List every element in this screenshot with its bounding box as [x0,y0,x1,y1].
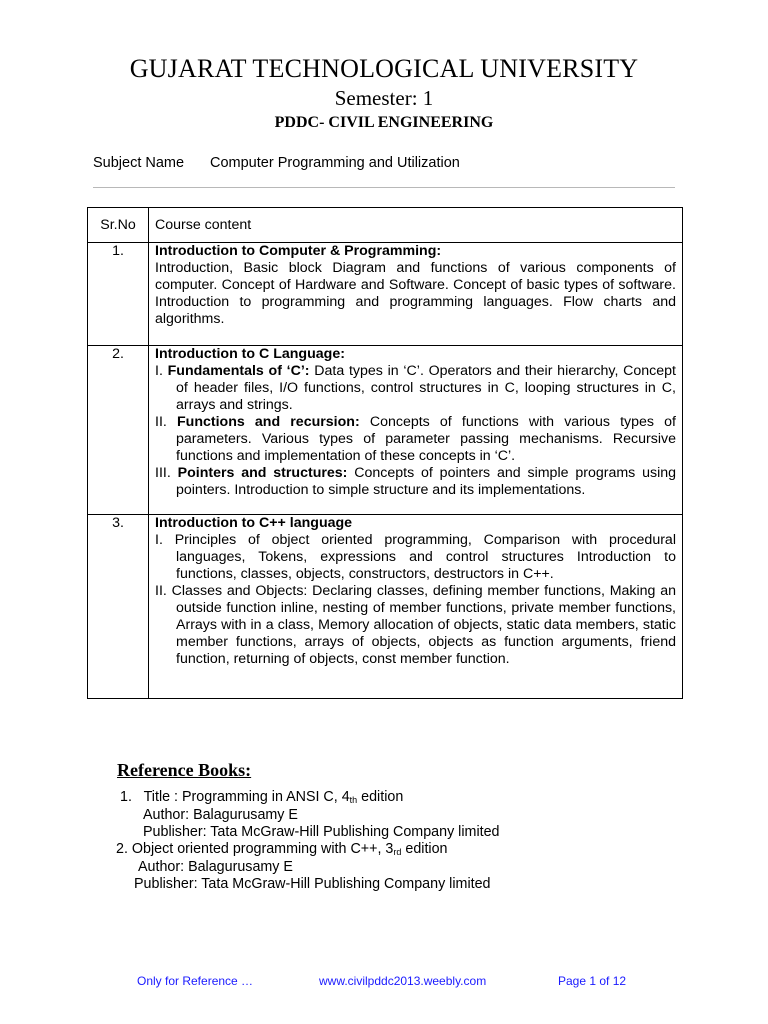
superscript: th [349,795,358,805]
topic-text: Principles of object oriented programming, Comparison with procedural languages, Tokens, expressions and control structures Introduction to functions, classes, objects, constructors, destructors in C++. [174,532,676,582]
topic-number: I. [155,532,163,548]
footer-website-link[interactable]: www.civilpddc2013.weebly.com [319,974,487,988]
course-content-header: Course content [149,208,683,243]
unit-title: Introduction to C Language: [155,346,345,362]
row-content [149,346,683,515]
university-title: GUJARAT TECHNOLOGICAL UNIVERSITY [129,54,639,83]
table-header-row [88,208,683,243]
superscript: rd [393,847,402,857]
topic-text: Data types in ‘C’. Operators and their hierarchy, Concept of header files, I/O functions, control structures in C, looping structures in C, arrays and strings. [176,363,676,413]
unit-title: Introduction to Computer & Programming: [155,243,442,259]
topic-item [155,414,676,465]
subject-name-label: Subject Name [93,155,185,171]
topic-item [155,532,676,583]
row-content [149,243,683,346]
reference-author: Author: Balagurusamy E [138,859,293,875]
table-row [88,346,683,515]
topic-number: II. [155,414,167,430]
topic-heading: Functions and recursion: [176,414,360,430]
topic-number: II. [155,583,167,599]
table-row [88,243,683,346]
department-label: PDDC- CIVIL ENGINEERING [274,114,494,131]
reference-author: Author: Balagurusamy E [143,807,298,823]
reference-number: 2. [116,841,128,857]
topic-item [155,465,676,499]
reference-books-list [116,789,500,893]
topic-item [155,363,676,414]
topic-number: I. [155,363,163,379]
semester-label: Semester: 1 [334,86,434,110]
reference-books-heading: Reference Books: [117,760,252,780]
row-srno: 3. [88,515,149,699]
srno-header: Sr.No [88,208,149,243]
subject-name-value: Computer Programming and Utilization [210,155,460,171]
course-content-table [87,207,683,699]
reference-publisher: Publisher: Tata McGraw-Hill Publishing Company limited [143,824,500,840]
row-content [149,515,683,699]
topic-text: Concepts of functions with various types of parameters. Various types of parameter passing mechanisms. Recursive functions and implementation of these concepts in ‘C’. [176,414,676,464]
topic-number: III. [155,465,171,481]
row-srno: 1. [88,243,149,346]
reference-title: 1. Title : Programming in ANSI C, $4_{th}$ edition [120,789,404,805]
subject-row [93,155,460,171]
table-row [88,515,683,699]
topic-text: Concepts of pointers and simple programs using pointers. Introduction to simple structure and its implementations. [176,465,677,498]
reference-publisher: Publisher: Tata McGraw-Hill Publishing Company limited [134,876,491,892]
topic-text: Classes and Objects: Declaring classes, defining member functions, Making an outside function inline, nesting of member functions, private member functions, Arrays with in a class, Memory allocation of objects, static data members, static member functions, arrays of objects, objects as function arguments, friend function, returning of objects, const member function. [171,583,676,667]
row-srno: 2. [88,346,149,515]
topic-heading: Fundamentals of ‘C’: [167,363,310,379]
divider [93,187,675,188]
reference-number: 1. [120,789,132,805]
footer-page-number: Page 1 of 12 [558,974,627,988]
unit-title: Introduction to C++ language [155,515,353,531]
unit-body: Introduction, Basic block Diagram and functions of various components of computer. Concept of Hardware and Software. Concept of basic types of software. Introduction to programming and programming languages. Flow charts and algorithms. [155,260,676,327]
topic-item [155,583,676,668]
topic-heading: Pointers and structures: [177,465,348,481]
footer-note: Only for Reference … [137,974,254,988]
reference-title: 2. Object oriented programming with C++, $3_{rd}$ edition [116,841,448,857]
